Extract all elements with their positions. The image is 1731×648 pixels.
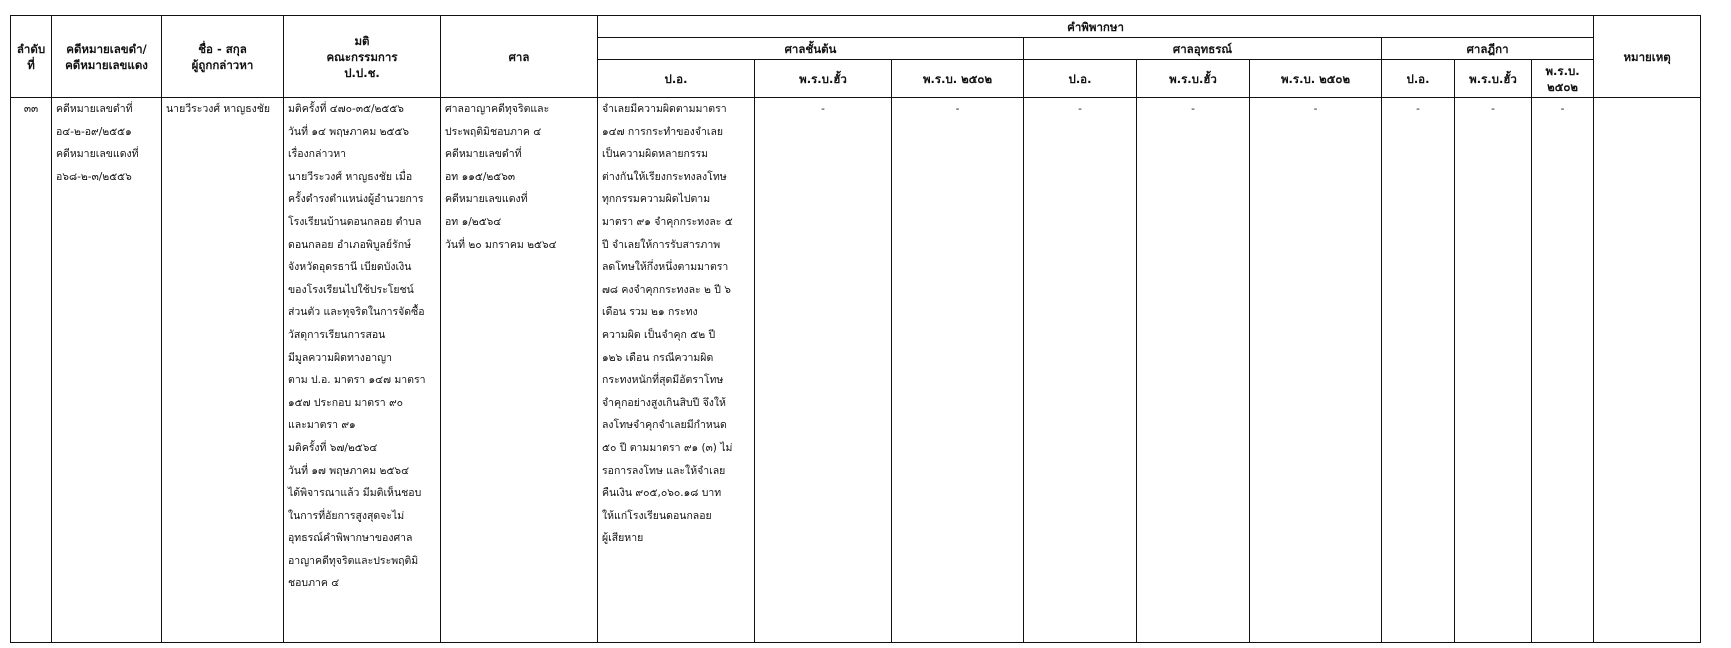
header-supreme-po: ป.อ. (1382, 60, 1455, 98)
header-remark: หมายเหตุ (1594, 16, 1701, 98)
header-court-appeal: ศาลอุทธรณ์ (1024, 38, 1382, 60)
header-court-supreme: ศาลฎีกา (1382, 38, 1594, 60)
header-first-po: ป.อ. (598, 60, 755, 98)
header-appeal-pr: พ.ร.บ.ฮั้ว (1137, 60, 1250, 98)
cell-supreme-pr2502: - (1532, 98, 1594, 643)
cell-remark (1594, 98, 1701, 643)
cell-order: ๓๓ (11, 98, 52, 643)
cell-appeal-pr: - (1137, 98, 1250, 643)
header-supreme-pr: พ.ร.บ.ฮั้ว (1455, 60, 1532, 98)
header-court: ศาล (441, 16, 598, 98)
cell-name: นายวีระวงศ์ หาญธงชัย (162, 98, 284, 643)
header-appeal-pr2502: พ.ร.บ. ๒๕๐๒ (1250, 60, 1382, 98)
header-order: ลำดับ ที่ (11, 16, 52, 98)
cell-supreme-po: - (1382, 98, 1455, 643)
header-appeal-po: ป.อ. (1024, 60, 1137, 98)
header-name: ชื่อ - สกุล ผู้ถูกกล่าวหา (162, 16, 284, 98)
cell-supreme-pr: - (1455, 98, 1532, 643)
cell-first-pr: - (755, 98, 892, 643)
header-court-first: ศาลชั้นต้น (598, 38, 1024, 60)
header-resolution: มติ คณะกรรมการ ป.ป.ช. (284, 16, 441, 98)
case-table (10, 15, 1701, 643)
cell-first-po: จำเลยมีความผิดตามมาตรา ๑๔๗ การกระทำของจำเลย เป็นความผิดหลายกรรม ต่างกันให้เรียงกระทงลงโทษ ทุกกรรมความผิดไปตาม มาตรา ๙๑ จำคุกกระทงละ ๕ ปี จำเลยให้การรับสารภาพ ลดโทษให้กึ่งหนึ่งตามมาตรา ๗๘ คงจำคุกกระทงละ ๒ ปี ๖ เดือน รวม ๒๑ กระทง ความผิด เป็นจำคุก ๕๒ ปี ๑๒๖ เดือน กรณีความผิด กระทงหนักที่สุดมีอัตราโทษ จำคุกอย่างสูงเกินสิบปี จึงให้ ลงโทษจำคุกจำเลยมีกำหนด ๕๐ ปี ตามมาตรา ๙๑ (๓) ไม่ รอการลงโทษ และให้จำเลย คืนเงิน ๙๐๕,๐๖๐.๑๘ บาท ให้แก่โรงเรียนดอนกลอย ผู้เสียหาย (598, 98, 755, 643)
header-first-pr2502: พ.ร.บ. ๒๕๐๒ (892, 60, 1024, 98)
cell-appeal-pr2502: - (1250, 98, 1382, 643)
table-row (11, 98, 1701, 643)
cell-resolution: มติครั้งที่ ๔๗๐-๓๕/๒๕๕๖ วันที่ ๑๔ พฤษภาคม ๒๕๕๖ เรื่องกล่าวหา นายวีระวงศ์ หาญธงชัย เมื่อ ครั้งดำรงตำแหน่งผู้อำนวยการ โรงเรียนบ้านดอนกลอย ตำบล ดอนกลอย อำเภอพิบูลย์รักษ์ จังหวัดอุดรธานี เบียดบังเงิน ของโรงเรียนไปใช้ประโยชน์ ส่วนตัว และทุจริตในการจัดซื้อ วัสดุการเรียนการสอน มีมูลความผิดทางอาญา ตาม ป.อ. มาตรา ๑๔๗ มาตรา ๑๕๗ ประกอบ มาตรา ๙๐ และมาตรา ๙๑ มติครั้งที่ ๖๗/๒๕๖๔ วันที่ ๑๗ พฤษภาคม ๒๕๖๔ ได้พิจารณาแล้ว มีมติเห็นชอบ ในการที่อัยการสูงสุดจะไม่ อุทธรณ์คำพิพากษาของศาล อาญาคดีทุจริตและประพฤติมิ ชอบภาค ๔ (284, 98, 441, 643)
header-supreme-pr2502: พ.ร.บ. ๒๕๐๒ (1532, 60, 1594, 98)
cell-first-pr2502: - (892, 98, 1024, 643)
cell-appeal-po: - (1024, 98, 1137, 643)
header-judgment: คำพิพากษา (598, 16, 1594, 38)
header-first-pr: พ.ร.บ.ฮั้ว (755, 60, 892, 98)
cell-court: ศาลอาญาคดีทุจริตและ ประพฤติมิชอบภาค ๔ คดีหมายเลขดำที่ อท ๑๑๕/๒๕๖๓ คดีหมายเลขแดงที่ อท ๑/๒๕๖๔ วันที่ ๒๐ มกราคม ๒๕๖๔ (441, 98, 598, 643)
header-case-no: คดีหมายเลขดำ/ คดีหมายเลขแดง (52, 16, 162, 98)
cell-case-no: คดีหมายเลขดำที่ อ๔-๒-อ๙/๒๕๕๑ คดีหมายเลขแดงที่ อ๖๘-๒-๓/๒๕๕๖ (52, 98, 162, 643)
